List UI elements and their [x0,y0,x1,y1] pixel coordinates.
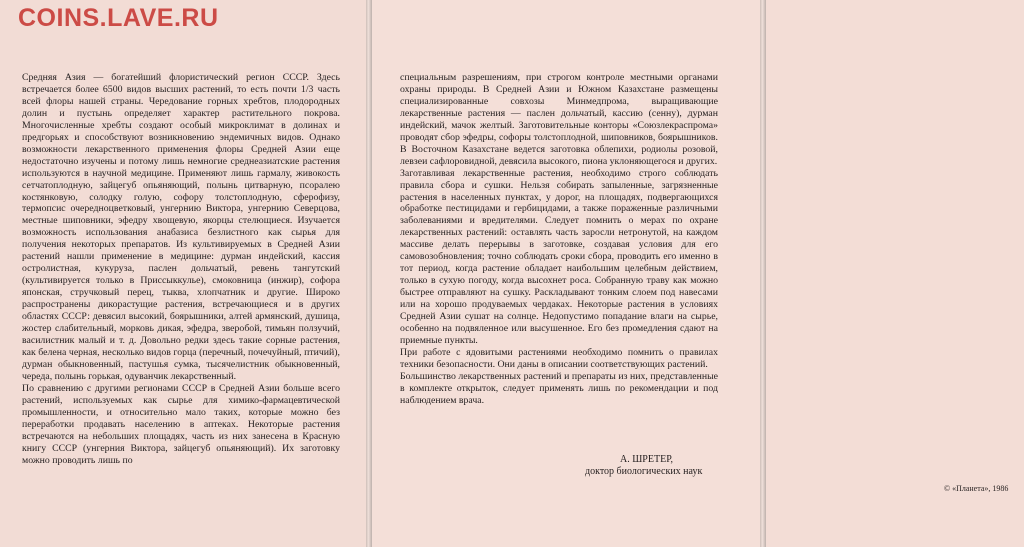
middle-paragraph-3: При работе с ядовитыми растениями необходимо помнить о правилах техники безопасности. Они даны в описании соответствующих растений. [400,346,718,370]
left-page-text [22,72,340,466]
middle-page-text [400,72,718,407]
page-fold-right [760,0,766,547]
site-watermark: COINS.LAVE.RU [18,4,219,32]
author-signature: А. ШРЕТЕР, [620,454,674,465]
middle-paragraph-2: Заготавливая лекарственные растения, необходимо строго соблюдать правила сбора и сушки. Нельзя собирать запыленные, загрязненные растения в населенных пунктах, у дорог, на площадях, подвергающихся обработке пестицидами и гербицидами, а также пораженные различными заболеваниями и вредителями. Следует помнить о мерах по охране лекарственных растений: оставлять часть заросли нетронутой, на каждом массиве делать перерывы в заготовке, создавая условия для его самовозобновления; точно соблюдать сроки сбора, проводить его именно в тот период, когда растение обладает наибольшим целебным действием, только в сухую погоду, когда высохнет роса. Собранную траву как можно быстрее отправляют на сушку. Раскладывают тонким слоем под навесами или на хорошо продуваемых чердаках. Некоторые растения в условиях Средней Азии сушат на солнце. Недопустимо попадание влаги на сырье, особенно на подвяленное или высушенное. Его без промедления сдают на приемные пункты. [400,167,718,346]
page-fold-left [366,0,372,547]
middle-paragraph-1: специальным разрешениям, при строгом контроле местными органами охраны природы. В Средней Азии и Южном Казахстане размещены специализированные совхозы Минмедпрома, выращивающие лекарственные растения — паслен дольчатый, кассию (сенну), дурман индейский, мачок желтый. Заготовительные конторы «Союзлекраспрома» проводят сбор эфедры, софоры толстоплодной, шиповников, боярышников. В Восточном Казахстане ведется заготовка облепихи, родиолы розовой, левзеи сафлоровидной, девясила высокого, пиона уклоняющегося и других. [400,72,718,167]
author-title: доктор биологических наук [585,466,703,477]
left-paragraph-1: Средняя Азия — богатейший флористический регион СССР. Здесь встречается более 6500 видов высших растений, то есть почти 1/3 часть всей флоры нашей страны. Чередование горных хребтов, плодородных долин и пустынь определяет характер растительного покрова. Многочисленные хребты создают особый микроклимат в долинах и предгорьях и способствуют возникновению эндемичных видов. Однако возможности лекарственного применения флоры Средней Азии еще недостаточно изучены и потому лишь немногие среднеазиатские растения используются в научной медицине. Применяют лишь гармалу, живокость сетчатоплодную, зайцегуб опьяняющий, полынь цитварную, псоралею костянковую, солодку голую, софору толстоплодную, сферофизу, термопсис очередноцветковый, унгернию Виктора, унгернию Северцова, местные шиповники, эфедру хвощевую, якорцы стелющиеся. Изучается возможность использования анабазиса безлистного как сырья для получения некоторых препаратов. Из культивируемых в Средней Азии растений нашли применение в медицине: дурман индейский, кассия остролистная, кукуруза, паслен дольчатый, ревень тангутский (культивируется только в Приссыккулье), смоковница (инжир), софора японская, стручковый перец, тыква, хлопчатник и другие. Широко распространены дикорастущие растения, встречающиеся и в других областях СССР: девясил высокий, боярышники, алтей армянский, душица, жостер слабительный, морковь дикая, эфедра, зверобой, тимьян ползучий, василистник малый и т. д. Довольно редки здесь такие сорные растения, как белена черная, несколько видов горца (перечный, почечуйный, птичий), дурман обыкновенный, пастушья сумка, тысячелистник обыкновенный, череда, полынь горькая, одуванчик лекарственный. [22,72,340,382]
middle-paragraph-4: Большинство лекарственных растений и препараты из них, представленные в комплекте открыток, следует применять лишь по рекомендации и под наблюдением врача. [400,370,718,406]
left-paragraph-2: По сравнению с другими регионами СССР в Средней Азии больше всего растений, используемых как сырье для химико-фармацевтической промышленности, и относительно мало таких, которые можно без переработки продавать населению в аптеках. Некоторые растения встречаются на небольших площадях, часть из них занесена в Красную книгу СССР (унгерния Виктора, зайцегуб опьяняющий). Их заготовку можно проводить лишь по [22,382,340,466]
copyright-notice: © «Планета», 1986 [944,484,1009,493]
right-page [766,0,1024,547]
